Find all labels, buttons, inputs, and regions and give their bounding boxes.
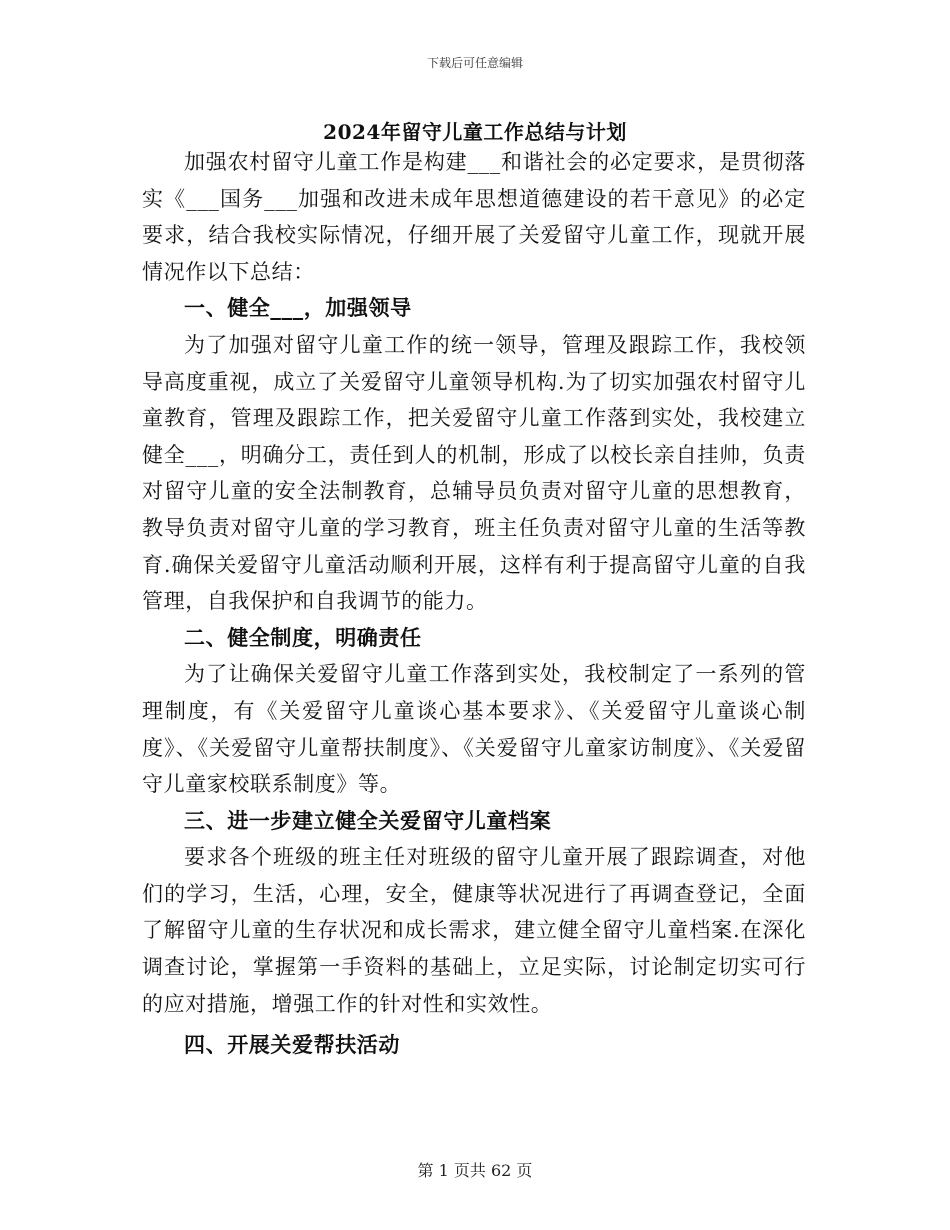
section-heading-2: 二、健全制度，明确责任 bbox=[184, 624, 422, 650]
intro-paragraph: 加强农村留守儿童工作是构建___和谐社会的必定要求，是贯彻落实《___国务___加强和改进未成年思想道德建设的若干意见》的必定要求，结合我校实际情况，仔细开展了关爱留守儿童工作，现就开展情况作以下总结： bbox=[142, 150, 806, 284]
page-number: 第 1 页共 62 页 bbox=[417, 1161, 533, 1180]
header-note: 下载后可任意编辑 bbox=[426, 56, 523, 70]
section-heading-4: 四、开展关爱帮扶活动 bbox=[184, 1032, 400, 1058]
section-body-2: 为了让确保关爱留守儿童工作落到实处，我校制定了一系列的管理制度，有《关爱留守儿童谈心基本要求》、《关爱留守儿童谈心制度》、《关爱留守儿童帮扶制度》、《关爱留守儿童家访制度》、《关爱留守儿童家校联系制度》等。 bbox=[142, 662, 806, 797]
section-body-1: 为了加强对留守儿童工作的统一领导，管理及跟踪工作，我校领导高度重视，成立了关爱留守儿童领导机构.为了切实加强农村留守儿童教育，管理及跟踪工作，把关爱留守儿童工作落到实处，我校建立健全___，明确分工，责任到人的机制，形成了以校长亲自挂帅，负责对留守儿童的安全法制教育，总辅导员负责对留守儿童的思想教育，教导负责对留守儿童的学习教育，班主任负责对留守儿童的生活等教育.确保关爱留守儿童活动顺利开展，这样有利于提高留守儿童的自我管理，自我保护和自我调节的能力。 bbox=[142, 332, 806, 614]
document-body bbox=[142, 144, 806, 1064]
section-heading-3: 三、进一步建立健全关爱留守儿童档案 bbox=[184, 807, 552, 833]
section-body-3: 要求各个班级的班主任对班级的留守儿童开展了跟踪调查，对他们的学习，生活，心理，安全，健康等状况进行了再调查登记，全面了解留守儿童的生存状况和成长需求，建立健全留守儿童档案.在深化调查讨论，掌握第一手资料的基础上，立足实际，讨论制定切实可行的应对措施，增强工作的针对性和实效性。 bbox=[142, 845, 806, 1016]
document-title: 2024年留守儿童工作总结与计划 bbox=[323, 120, 627, 144]
section-heading-1: 一、健全___，加强领导 bbox=[184, 295, 412, 321]
